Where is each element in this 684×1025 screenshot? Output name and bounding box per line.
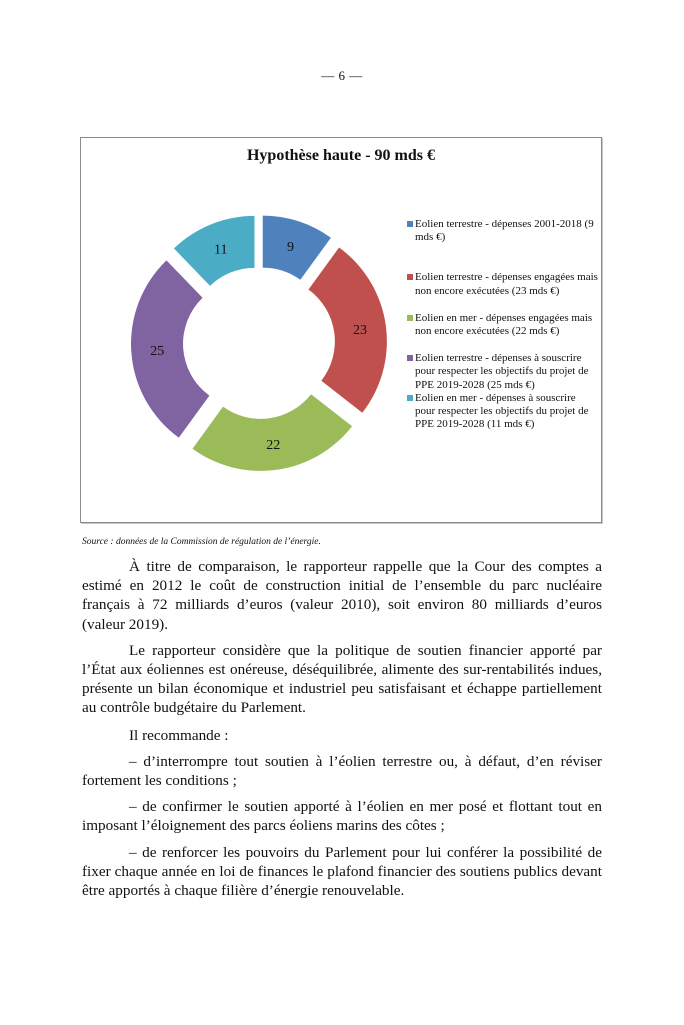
legend-label: Eolien en mer - dépenses engagées mais non encore exécutées (22 mds €) (415, 311, 593, 338)
chart-title: Hypothèse haute - 90 mds € (246, 147, 435, 164)
body-text (82, 557, 602, 907)
legend-item (408, 271, 598, 297)
legend-item (408, 352, 598, 392)
donut-data-label: 9 (287, 239, 295, 255)
paragraph-assessment: Le rapporteur considère que la politique de soutien financier apporté par l’État aux éoliennes est onéreuse, déséquilibrée, alimente des sur-rentabilités indues, présente un bilan économique et industriel peu satisfaisant et échappe partiellement au contrôle budgétaire du Parlement. (82, 641, 602, 717)
donut-segment (309, 247, 387, 412)
paragraph-comparison: À titre de comparaison, le rapporteur rappelle que la Cour des comptes a estimé en 2012 le coût de construction initial de l’ensemble du parc nucléaire français à 72 milliards d’euros (valeur 2010), soit environ 80 milliards d’euros (valeur 2019). (82, 558, 602, 633)
legend-item (408, 218, 598, 244)
donut-segment (131, 260, 209, 437)
recommendation-item: – de confirmer le soutien apporté à l’éolien en mer posé et flottant tout en imposant l’éloignement des parcs éoliens marins des côtes ; (82, 798, 602, 835)
legend-swatch-icon (407, 315, 413, 321)
page-number: — 6 — (321, 68, 363, 83)
legend-label: Eolien en mer - dépenses à souscrire pour respecter les objectifs du projet de PPE 2019-2028 (11 mds €) (415, 391, 589, 431)
donut-data-label: 22 (266, 438, 281, 454)
legend-swatch-icon (407, 395, 413, 401)
chart-frame (80, 137, 602, 523)
legend-label: Eolien terrestre - dépenses à souscrire pour respecter les objectifs du projet de PPE 2019-2028 (25 mds €) (415, 352, 589, 391)
legend-swatch-icon (407, 274, 413, 280)
legend-item (408, 312, 598, 338)
chart-legend (408, 218, 598, 431)
legend-label: Eolien terrestre - dépenses engagées mais non encore exécutées (23 mds €) (415, 271, 598, 297)
legend-swatch-icon (407, 355, 413, 361)
donut-segment (263, 216, 331, 280)
legend-swatch-icon (407, 221, 413, 227)
paragraph-recommendation-intro: Il recommande : (129, 726, 229, 744)
donut-segment (192, 394, 352, 471)
chart-source-note: Source : données de la Commission de régulation de l’énergie. (82, 537, 321, 547)
recommendation-item: – de renforcer les pouvoirs du Parlement pour lui conférer la possibilité de fixer chaque année en loi de finances le plafond financier des soutiens publics devant être apportés à chaque filière d’énergie renouvelable. (82, 843, 602, 900)
legend-item (408, 392, 598, 432)
donut-data-label: 23 (353, 322, 368, 338)
donut-data-label: 11 (214, 242, 228, 258)
recommendation-item: – d’interrompre tout soutien à l’éolien terrestre ou, à défaut, d’en réviser fortement les conditions ; (82, 752, 602, 790)
legend-label: Eolien terrestre - dépenses 2001-2018 (9 mds €) (415, 218, 594, 244)
donut-data-label: 25 (150, 344, 165, 360)
